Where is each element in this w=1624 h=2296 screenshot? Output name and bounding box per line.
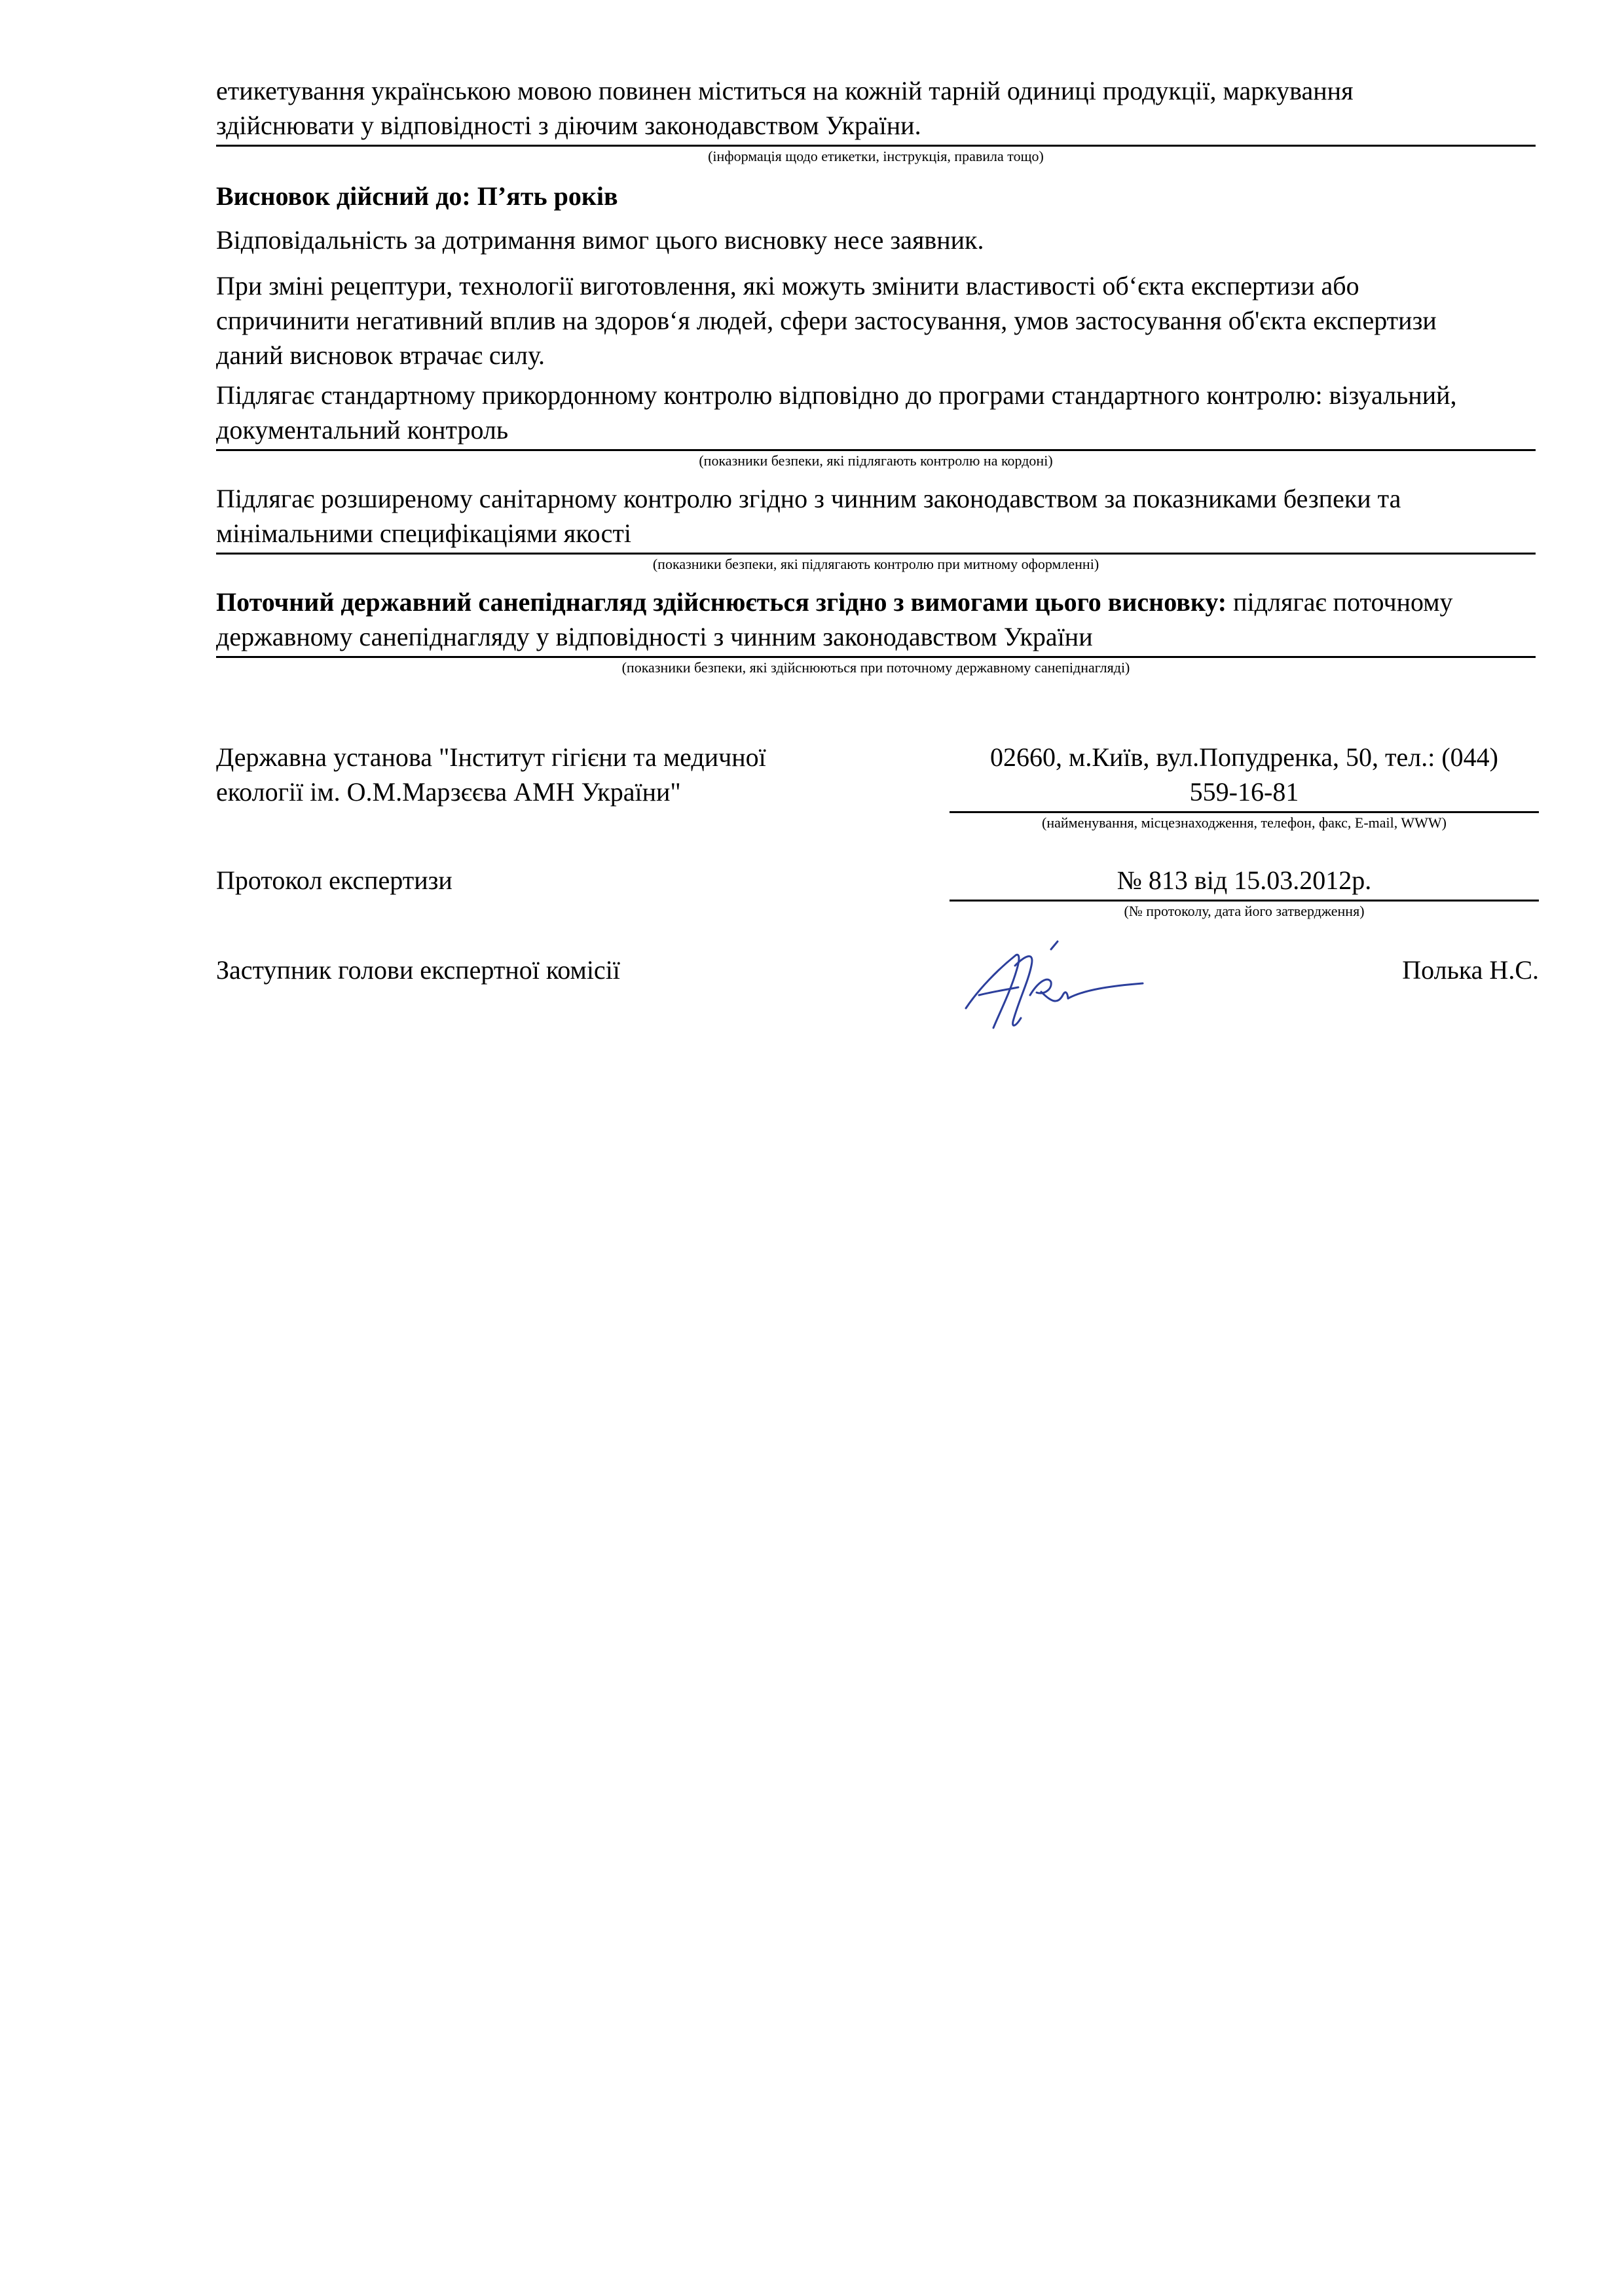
protocol-value-block <box>950 863 1539 921</box>
signatory-name-block <box>1362 953 1539 987</box>
responsibility-text: Відповідальність за дотримання вимог цього висновку несе заявник. <box>216 225 984 255</box>
signature-drawing <box>953 930 1149 1048</box>
supervision-caption: (показники безпеки, які здійснюються при поточному державному санепіднагляді) <box>621 659 1130 676</box>
labelling-line-2: здійснювати у відповідності з діючим законодавством України. <box>216 111 921 140</box>
border-control-section <box>216 378 1536 471</box>
recipe-change-clause <box>216 268 1536 373</box>
sanitary-control-line-1: Підлягає розширеному санітарному контролю згідно з чинним законодавством за показниками безпеки та <box>216 484 1401 513</box>
protocol-value: № 813 від 15.03.2012р. <box>1116 866 1372 895</box>
validity-value: П’ять років <box>477 181 618 211</box>
supervision-section <box>216 585 1536 678</box>
border-control-caption: (показники безпеки, які підлягають контролю на кордоні) <box>699 452 1053 469</box>
signatory-name: Полька Н.С. <box>1402 955 1539 985</box>
institution-address <box>950 740 1539 833</box>
institution-name-line-1: Державна установа "Інститут гігієни та медичної <box>216 742 766 772</box>
validity-label: Висновок дійсний до: <box>216 181 471 211</box>
handwritten-signature <box>953 930 1149 1048</box>
institution-name <box>216 740 871 809</box>
sanitary-control-caption: (показники безпеки, які підлягають контролю при митному оформленні) <box>652 556 1099 572</box>
supervision-line-1-rest: підлягає поточному <box>1227 587 1453 617</box>
institution-caption: (найменування, місцезнаходження, телефон, факс, E-mail, WWW) <box>1042 814 1447 831</box>
institution-address-line-2: 559-16-81 <box>1189 777 1299 807</box>
protocol-caption: (№ протоколу, дата його затвердження) <box>1124 903 1365 919</box>
validity-line <box>216 179 1536 213</box>
recipe-change-line-3: даний висновок втрачає силу. <box>216 340 545 370</box>
sanitary-control-line-2: мінімальними специфікаціями якості <box>216 519 631 548</box>
labelling-caption: (інформація щодо етикетки, інструкція, правила тощо) <box>708 148 1044 164</box>
protocol-label: Протокол експертизи <box>216 866 452 895</box>
labelling-line-1: етикетування українською мовою повинен міститься на кожній тарній одиниці продукції, маркування <box>216 76 1354 105</box>
supervision-line-2: державному санепіднагляду у відповідності з чинним законодавством України <box>216 622 1093 651</box>
recipe-change-line-2: спричинити негативний вплив на здоров‘я людей, сфери застосування, умов застосування об'єкта експертизи <box>216 306 1437 335</box>
supervision-heading: Поточний державний санепіднагляд здійснюється згідно з вимогами цього висновку: <box>216 587 1227 617</box>
signatory-title: Заступник голови експертної комісії <box>216 955 620 985</box>
border-control-line-1: Підлягає стандартному прикордонному контролю відповідно до програми стандартного контролю: візуальний, <box>216 380 1457 410</box>
recipe-change-line-1: При зміні рецептури, технології виготовлення, які можуть змінити властивості об‘єкта експертизи або <box>216 271 1359 301</box>
labelling-requirements <box>216 73 1536 166</box>
institution-address-line-1: 02660, м.Київ, вул.Попудренка, 50, тел.: (044) <box>990 742 1498 772</box>
sanitary-control-section <box>216 481 1536 574</box>
signatory-title-block <box>216 953 871 987</box>
responsibility-statement <box>216 223 1536 257</box>
institution-name-line-2: екології ім. О.М.Марзєєва АМН України" <box>216 777 681 807</box>
border-control-line-2: документальний контроль <box>216 415 509 445</box>
protocol-label-block <box>216 863 871 898</box>
